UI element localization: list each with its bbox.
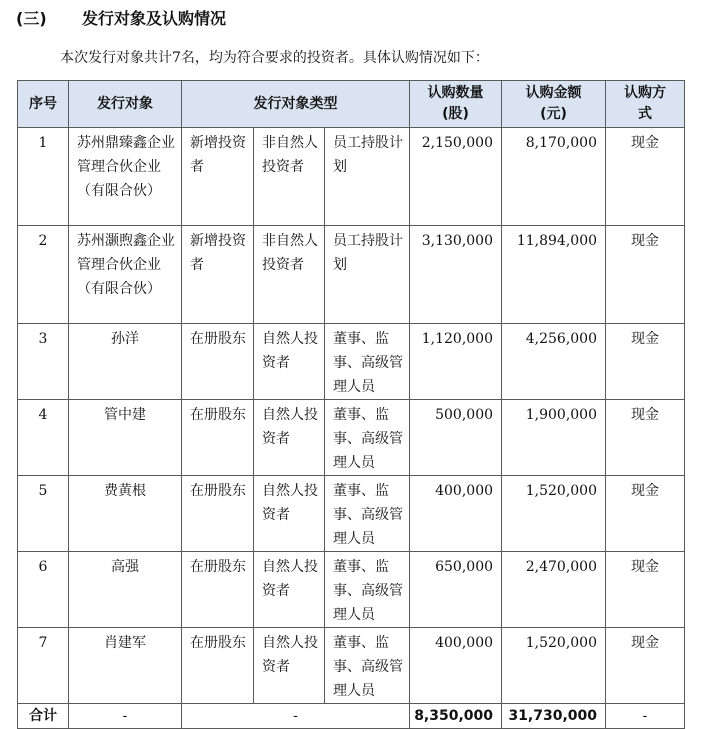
table-row: [18, 128, 685, 226]
cell-type2: 自然人投资者: [254, 552, 325, 628]
cell-method: 现金: [606, 628, 685, 704]
cell-seq: 1: [18, 128, 69, 226]
header-row: [18, 81, 685, 128]
cell-method: 现金: [606, 324, 685, 400]
cell-type2: 自然人投资者: [254, 324, 325, 400]
cell-name: 肖建军: [69, 628, 182, 704]
cell-type3: 董事、监事、高级管理人员: [325, 400, 410, 476]
cell-type1: 在册股东: [182, 400, 254, 476]
header-target: 发行对象: [69, 81, 182, 128]
cell-type2: 自然人投资者: [254, 400, 325, 476]
cell-type2: 自然人投资者: [254, 476, 325, 552]
cell-quantity: 3,130,000: [410, 226, 502, 324]
section-title: 发行对象及认购情况: [82, 9, 227, 28]
header-target-type: 发行对象类型: [182, 81, 410, 128]
cell-type3: 员工持股计划: [325, 128, 410, 226]
cell-seq: 7: [18, 628, 69, 704]
cell-type1: 新增投资者: [182, 128, 254, 226]
cell-method: 现金: [606, 552, 685, 628]
cell-type2: 非自然人投资者: [254, 128, 325, 226]
cell-type1: 在册股东: [182, 324, 254, 400]
cell-amount: 1,520,000: [502, 476, 606, 552]
cell-type1: 在册股东: [182, 628, 254, 704]
table-row: [18, 226, 685, 324]
cell-amount: 2,470,000: [502, 552, 606, 628]
cell-type1: 在册股东: [182, 552, 254, 628]
cell-name: 孙洋: [69, 324, 182, 400]
cell-type3: 董事、监事、高级管理人员: [325, 324, 410, 400]
table-row: [18, 324, 685, 400]
cell-type3: 董事、监事、高级管理人员: [325, 476, 410, 552]
cell-seq: 4: [18, 400, 69, 476]
cell-type1: 在册股东: [182, 476, 254, 552]
cell-seq: 6: [18, 552, 69, 628]
cell-type3: 董事、监事、高级管理人员: [325, 628, 410, 704]
header-amount: 认购金额 (元): [502, 81, 606, 128]
cell-name: 苏州鼎臻鑫企业管理合伙企业（有限合伙）: [69, 128, 182, 226]
total-amount: 31,730,000: [502, 704, 606, 729]
cell-quantity: 500,000: [410, 400, 502, 476]
cell-name: 高强: [69, 552, 182, 628]
intro-paragraph: 本次发行对象共计7名，均为符合要求的投资者。具体认购情况如下：: [60, 50, 489, 66]
total-label: 合计: [18, 704, 69, 729]
cell-method: 现金: [606, 476, 685, 552]
cell-seq: 3: [18, 324, 69, 400]
section-heading: [16, 6, 226, 29]
cell-seq: 5: [18, 476, 69, 552]
cell-seq: 2: [18, 226, 69, 324]
subscription-table: [17, 80, 685, 729]
cell-amount: 1,900,000: [502, 400, 606, 476]
cell-name: 管中建: [69, 400, 182, 476]
cell-name: 苏州灏煦鑫企业管理合伙企业（有限合伙）: [69, 226, 182, 324]
total-quantity: 8,350,000: [410, 704, 502, 729]
table-row: [18, 400, 685, 476]
cell-quantity: 650,000: [410, 552, 502, 628]
cell-quantity: 400,000: [410, 628, 502, 704]
cell-quantity: 1,120,000: [410, 324, 502, 400]
table-row: [18, 476, 685, 552]
total-type: -: [182, 704, 410, 729]
cell-method: 现金: [606, 226, 685, 324]
section-number: (三): [16, 9, 47, 28]
cell-quantity: 400,000: [410, 476, 502, 552]
cell-method: 现金: [606, 400, 685, 476]
cell-amount: 1,520,000: [502, 628, 606, 704]
header-quantity: 认购数量 (股): [410, 81, 502, 128]
table-row: [18, 628, 685, 704]
total-row: [18, 704, 685, 729]
cell-amount: 8,170,000: [502, 128, 606, 226]
cell-amount: 11,894,000: [502, 226, 606, 324]
cell-type3: 员工持股计划: [325, 226, 410, 324]
cell-type2: 自然人投资者: [254, 628, 325, 704]
cell-amount: 4,256,000: [502, 324, 606, 400]
cell-type3: 董事、监事、高级管理人员: [325, 552, 410, 628]
total-name: -: [69, 704, 182, 729]
cell-quantity: 2,150,000: [410, 128, 502, 226]
cell-name: 费黄根: [69, 476, 182, 552]
total-method: -: [606, 704, 685, 729]
table-row: [18, 552, 685, 628]
cell-method: 现金: [606, 128, 685, 226]
cell-type2: 非自然人投资者: [254, 226, 325, 324]
cell-type1: 新增投资者: [182, 226, 254, 324]
header-seq: 序号: [18, 81, 69, 128]
header-method: 认购方 式: [606, 81, 685, 128]
